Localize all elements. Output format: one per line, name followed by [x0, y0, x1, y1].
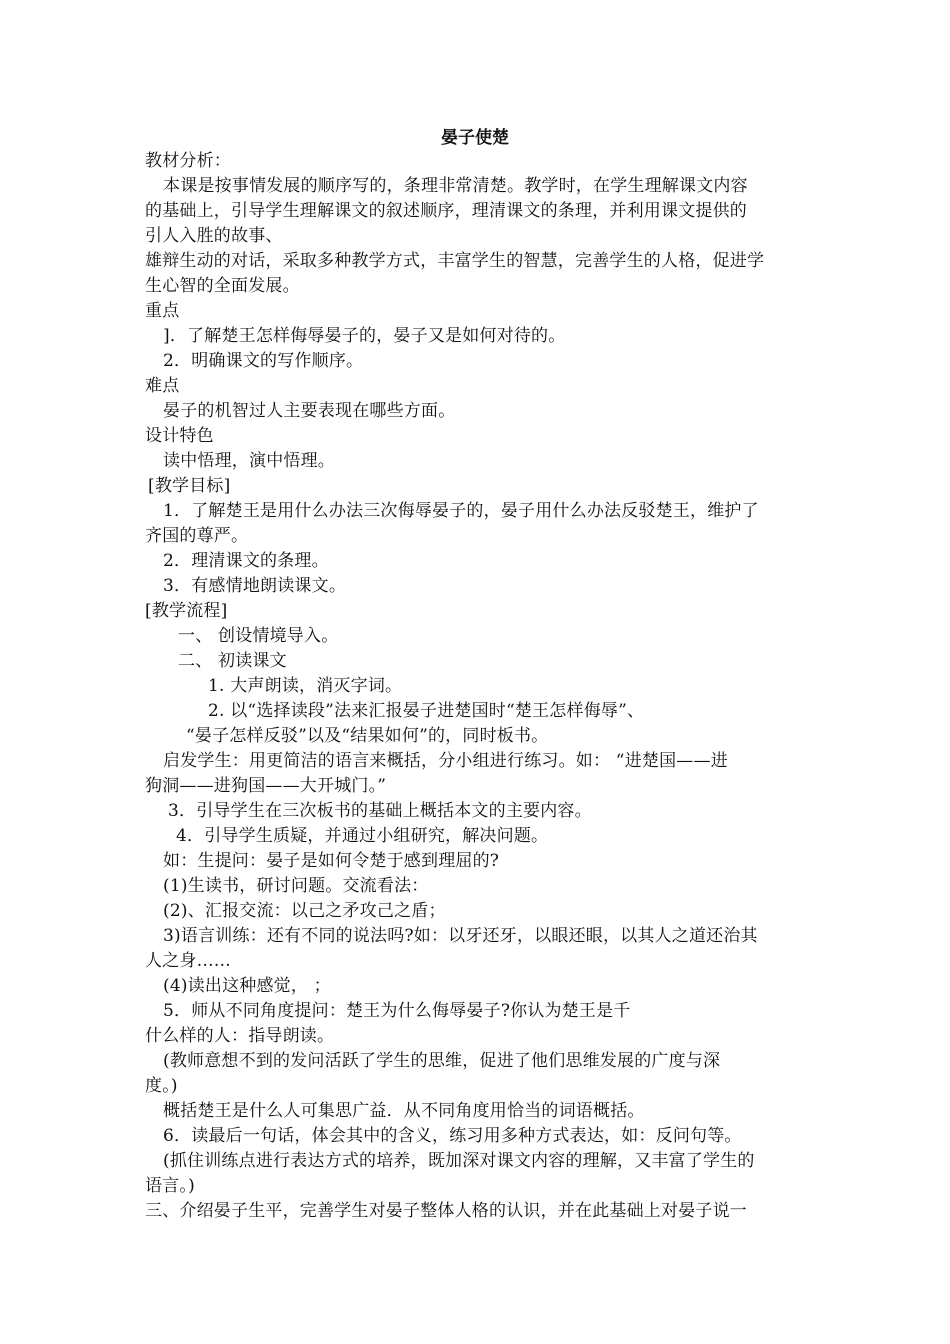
- section-heading: 难点: [145, 376, 180, 396]
- text-line: (1)生读书，研讨问题。交流看法：: [163, 876, 429, 896]
- text-line: 如：生提问：晏子是如何令楚于感到理屈的?: [163, 851, 500, 871]
- section-heading: 设计特色: [145, 426, 214, 446]
- text-line: (抓住训练点进行表达方式的培养，既加深对课文内容的理解，又丰富了学生的: [163, 1151, 755, 1171]
- text-line: 齐国的尊严。: [145, 526, 249, 546]
- text-line: 度。): [145, 1076, 178, 1096]
- list-item: 一、 创设情境导入。: [178, 626, 339, 646]
- text-line: (2)、汇报交流：以己之矛攻己之盾；: [163, 901, 446, 921]
- text-line: “晏子怎样反驳”以及“结果如何”的，同时板书。: [186, 726, 549, 746]
- list-item: 二、 初读课文: [178, 651, 287, 671]
- document-title: 晏子使楚: [441, 128, 509, 148]
- text-line: 狗洞——进狗国——大开城门。”: [145, 776, 387, 796]
- text-line: 什么样的人：指导朗读。: [145, 1026, 335, 1046]
- section-heading: [教学目标]: [148, 476, 231, 496]
- text-line: 的基础上，引导学生理解课文的叙述顺序，理清课文的条理，并利用课文提供的: [145, 201, 747, 221]
- list-item: 4．引导学生质疑，并通过小组研究，解决问题。: [176, 826, 549, 846]
- text-line: 教材分析：: [145, 151, 231, 171]
- text-line: 人之身……: [145, 951, 231, 971]
- list-item: 1. 大声朗读，消灭字词。: [208, 676, 403, 696]
- text-line: 三、介绍晏子生平，完善学生对晏子整体人格的认识，并在此基础上对晏子说一: [145, 1201, 747, 1221]
- text-line: 雄辩生动的对话，采取多种教学方式，丰富学生的智慧，完善学生的人格，促进学: [145, 251, 765, 271]
- section-heading: 重点: [145, 301, 180, 321]
- list-item: ]．了解楚王怎样侮辱晏子的，晏子又是如何对待的。: [163, 326, 566, 346]
- text-line: (教师意想不到的发问活跃了学生的思维，促进了他们思维发展的广度与深: [163, 1051, 721, 1071]
- text-line: 3)语言训练：还有不同的说法吗?如：以牙还牙，以眼还眼，以其人之道还治其: [163, 926, 758, 946]
- text-line: 启发学生：用更简洁的语言来概括，分小组进行练习。如： “进楚国——进: [163, 751, 728, 771]
- text-line: 晏子的机智过人主要表现在哪些方面。: [163, 401, 456, 421]
- list-item: 2．理清课文的条理。: [163, 551, 329, 571]
- list-item: 3．引导学生在三次板书的基础上概括本文的主要内容。: [168, 801, 592, 821]
- list-item: 2．明确课文的写作顺序。: [163, 351, 364, 371]
- text-line: 本课是按事情发展的顺序写的，条理非常清楚。教学时，在学生理解课文内容: [163, 176, 748, 196]
- text-line: 引人入胜的故事、: [145, 226, 283, 246]
- section-heading: [教学流程]: [145, 601, 228, 621]
- text-line: (4)读出这种感觉， ；: [163, 976, 331, 996]
- text-line: 生心智的全面发展。: [145, 276, 300, 296]
- text-line: 概括楚王是什么人可集思广益．从不同角度用恰当的词语概括。: [163, 1101, 645, 1121]
- list-item: 1．了解楚王是用什么办法三次侮辱晏子的，晏子用什么办法反驳楚王，维护了: [163, 501, 759, 521]
- list-item: 6．读最后一句话，体会其中的含义，练习用多种方式表达，如：反问句等。: [163, 1126, 742, 1146]
- list-item: 2. 以“选择读段”法来汇报晏子进楚国时“楚王怎样侮辱”、: [208, 701, 645, 721]
- list-item: 5．师从不同角度提问：楚王为什么侮辱晏子?你认为楚王是千: [163, 1001, 631, 1021]
- list-item: 3．有感情地朗读课文。: [163, 576, 347, 596]
- text-line: 读中悟理，演中悟理。: [163, 451, 335, 471]
- text-line: 语言。): [145, 1176, 195, 1196]
